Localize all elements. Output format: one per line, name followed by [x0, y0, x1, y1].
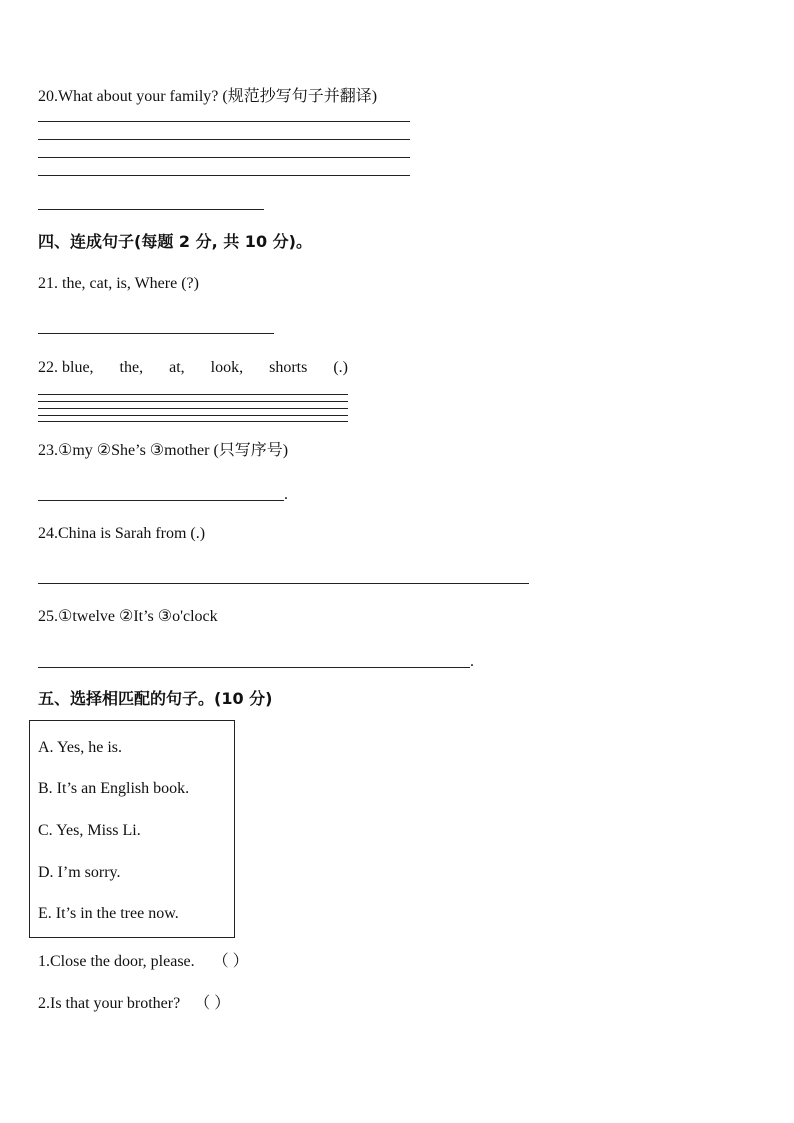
word: blue,: [62, 359, 94, 376]
answer-line: [38, 333, 274, 334]
match-item-2: [38, 994, 230, 1014]
answer-line: [38, 175, 410, 176]
line-end-period: .: [284, 486, 288, 503]
answer-line: [38, 500, 284, 501]
answer-line: [38, 394, 348, 395]
word: (.): [333, 359, 348, 376]
answer-line: [38, 408, 348, 409]
option-a: A. Yes, he is.: [38, 739, 123, 756]
line-end-period: .: [470, 653, 474, 670]
answer-line: [38, 139, 410, 140]
answer-line: [38, 401, 348, 402]
word: the,: [119, 359, 144, 376]
option-e: E. It’s in the tree now.: [38, 905, 179, 922]
option-c: C. Yes, Miss Li.: [38, 822, 141, 839]
question-number: 22.: [38, 359, 58, 376]
match-item-1: [38, 952, 249, 972]
word: at,: [169, 359, 185, 376]
option-b: B. It’s an English book.: [38, 780, 190, 797]
match-item-text: 2.Is that your brother?: [38, 995, 181, 1012]
match-item-text: 1.Close the door, please.: [38, 953, 195, 970]
answer-blank[interactable]: （ ）: [194, 995, 231, 1012]
question-23: 23.①my ②She’s ③mother (只写序号): [38, 442, 289, 459]
answer-line: [38, 421, 348, 422]
answer-line: [38, 583, 529, 584]
question-24: 24.China is Sarah from (.): [38, 525, 206, 542]
answer-line: [38, 209, 264, 210]
question-20: 20.What about your family? (规范抄写句子并翻译): [38, 88, 378, 105]
question-25: 25.①twelve ②It’s ③o'clock: [38, 608, 218, 625]
section-5-heading: 五、选择相匹配的句子。(10 分): [38, 689, 273, 708]
answer-line: [38, 157, 410, 158]
answer-line: [38, 121, 410, 122]
question-22: [38, 358, 348, 378]
section-4-heading: 四、连成句子(每题 2 分, 共 10 分)。: [38, 232, 312, 251]
question-21: 21. the, cat, is, Where (?): [38, 275, 199, 292]
word: look,: [210, 359, 244, 376]
answer-line: [38, 667, 470, 668]
option-d: D. I’m sorry.: [38, 864, 121, 881]
word: shorts: [269, 359, 308, 376]
answer-blank[interactable]: （ ）: [212, 953, 249, 970]
answer-line: [38, 415, 348, 416]
